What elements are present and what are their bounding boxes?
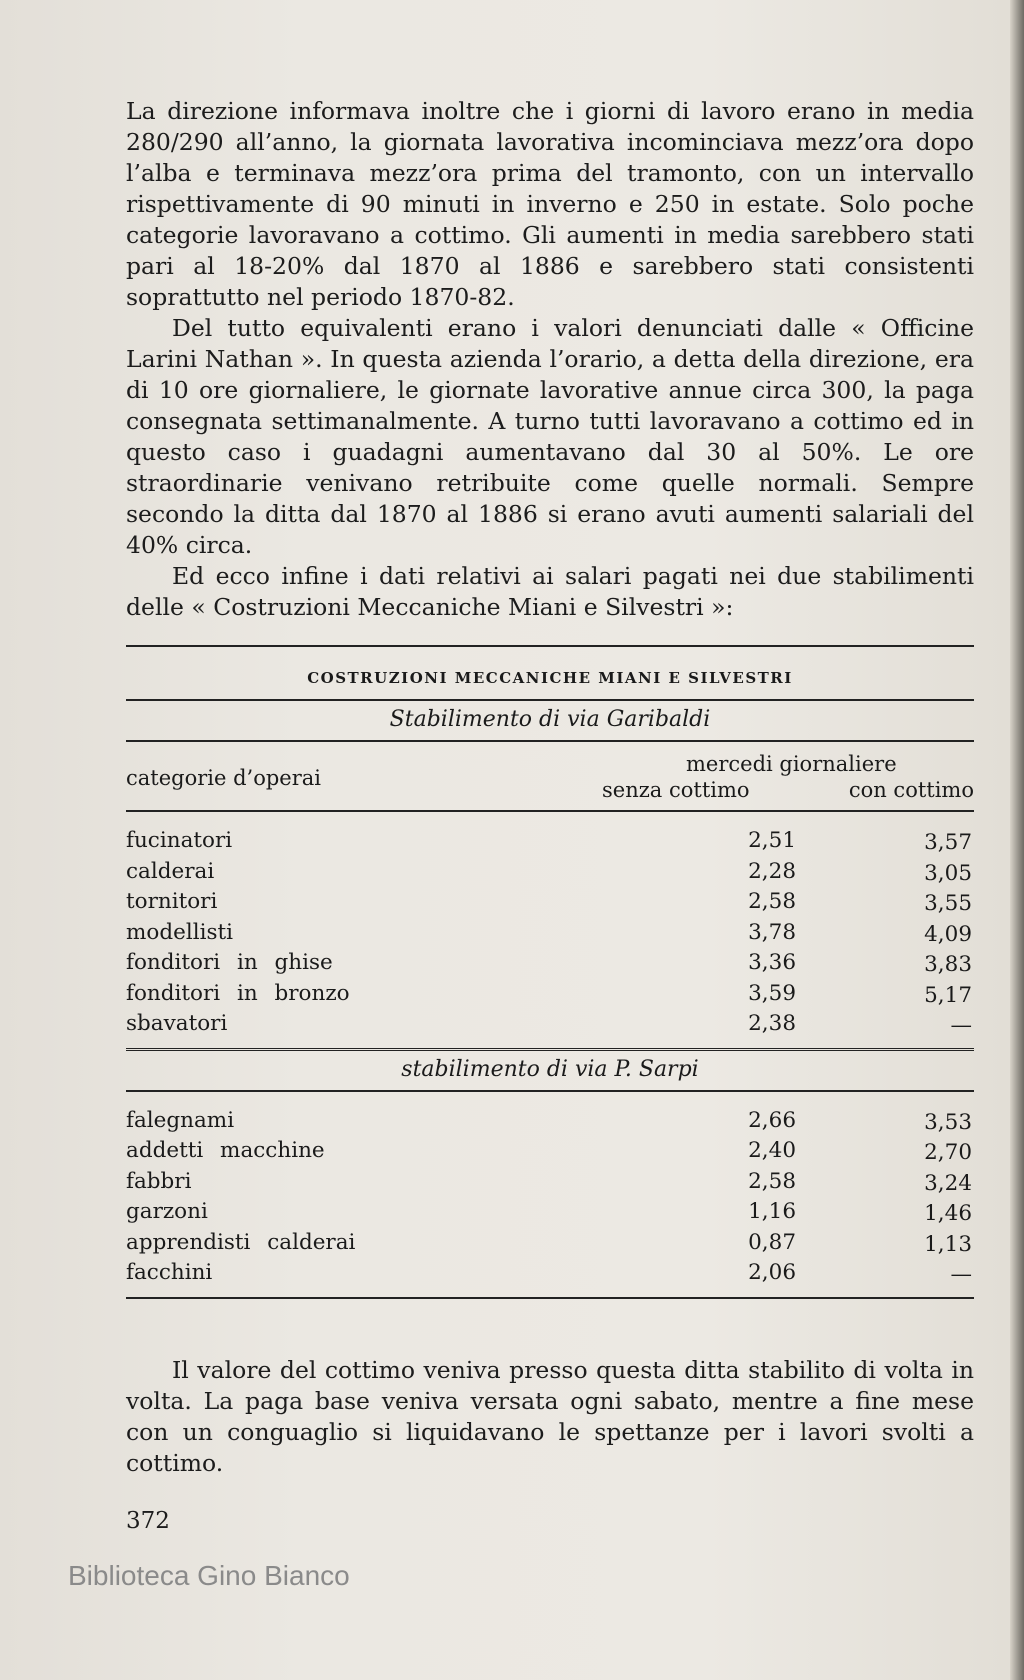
cell-con: 1,46 bbox=[924, 1201, 972, 1226]
cell-category: tornitori bbox=[126, 889, 218, 914]
paragraph-1: La direzione informava inoltre che i giorni di lavoro erano in media 280/290 all’anno, la giornata lavorativa incominciava mezz’ora dopo l’alba e terminava mezz’ora prima del tramonto, con un intervallo rispettivamente di 90 minuti in inverno e 250 in estate. Solo poche categorie lavoravano a cottimo. Gli aumenti in media sarebbero stati pari al 18-20% dal 1870 al 1886 e sarebbero stati consistenti soprattutto nel periodo 1870-82. bbox=[126, 97, 974, 311]
table-row bbox=[126, 1009, 974, 1040]
library-watermark: Biblioteca Gino Bianco bbox=[68, 1560, 350, 1591]
cell-category: apprendisti calderai bbox=[126, 1229, 356, 1255]
cell-category: facchini bbox=[126, 1260, 213, 1285]
cell-category: sbavatori bbox=[126, 1011, 228, 1036]
section-title-garibaldi: Stabilimento di via Garibaldi bbox=[389, 707, 711, 732]
cell-category: fonditori in bronzo bbox=[126, 980, 350, 1006]
header-senza-cottimo: senza cottimo bbox=[602, 778, 750, 802]
cell-category: calderai bbox=[126, 858, 215, 884]
table-row bbox=[126, 1136, 974, 1167]
cell-con: — bbox=[950, 1262, 972, 1287]
cell-category: garzoni bbox=[126, 1199, 208, 1224]
table-row bbox=[126, 1258, 974, 1289]
table-row bbox=[126, 826, 974, 857]
cell-con: 3,55 bbox=[924, 891, 972, 916]
cell-senza: 1,16 bbox=[748, 1199, 796, 1224]
cell-con: 5,17 bbox=[924, 982, 972, 1008]
cell-senza: 3,36 bbox=[748, 950, 796, 975]
table-bottom-rule bbox=[126, 1297, 974, 1299]
section-title-sarpi: stabilimento di via P. Sarpi bbox=[401, 1056, 699, 1082]
cell-category: fonditori in ghise bbox=[126, 950, 333, 975]
header-mercedi: mercedi giornaliere bbox=[686, 752, 897, 776]
table-row bbox=[126, 918, 974, 949]
cell-senza: 2,28 bbox=[748, 858, 796, 884]
header-con-cottimo: con cottimo bbox=[848, 778, 974, 802]
table-row bbox=[126, 887, 974, 918]
body-text-top bbox=[126, 96, 974, 623]
rows-garibaldi bbox=[126, 812, 974, 1048]
wage-table bbox=[126, 645, 974, 1299]
cell-senza: 2,58 bbox=[748, 1168, 796, 1194]
cell-senza: 3,78 bbox=[748, 919, 796, 945]
rows-sarpi bbox=[126, 1092, 974, 1297]
cell-con: 2,70 bbox=[924, 1140, 972, 1165]
cell-senza: 3,59 bbox=[748, 980, 796, 1006]
cell-senza: 0,87 bbox=[748, 1229, 796, 1255]
table-row bbox=[126, 1228, 974, 1259]
cell-con: 3,24 bbox=[924, 1170, 972, 1196]
table-row bbox=[126, 1106, 974, 1137]
table-header bbox=[126, 742, 974, 810]
paragraph-4: Il valore del cottimo veniva presso questa ditta stabilito di volta in volta. La paga base veniva versata ogni sabato, mentre a fine mese con un conguaglio si liquidavano le spettanze per i lavori svolti a cottimo. bbox=[126, 1356, 974, 1477]
table-row bbox=[126, 1167, 974, 1198]
table-row bbox=[126, 1197, 974, 1228]
cell-con: 3,05 bbox=[924, 860, 972, 886]
book-spine-edge bbox=[1010, 0, 1024, 1680]
cell-category: falegnami bbox=[126, 1107, 235, 1133]
cell-senza: 2,38 bbox=[748, 1011, 796, 1036]
cell-con: — bbox=[950, 1013, 972, 1038]
cell-category: fucinatori bbox=[126, 828, 233, 853]
header-category: categorie d’operai bbox=[126, 766, 321, 790]
cell-senza: 2,06 bbox=[748, 1260, 796, 1285]
cell-category: addetti macchine bbox=[126, 1138, 325, 1163]
cell-con: 3,53 bbox=[924, 1109, 972, 1135]
cell-category: fabbri bbox=[126, 1168, 192, 1194]
table-title: COSTRUZIONI MECCANICHE MIANI E SILVESTRI bbox=[307, 669, 793, 687]
table-row bbox=[126, 979, 974, 1010]
page-number: 372 bbox=[126, 1508, 170, 1534]
paragraph-2: Del tutto equivalenti erano i valori denunciati dalle « Officine Larini Nathan ». In questa azienda l’orario, a detta della direzione, era di 10 ore giornaliere, le giornate lavorative annue circa 300, la paga consegnata settimanalmente. A turno tutti lavoravano a cottimo ed in questo caso i guadagni aumentavano dal 30 al 50%. Le ore straordinarie venivano retribuite come quelle normali. Sempre secondo la ditta dal 1870 al 1886 si erano avuti aumenti salariali del 40% circa. bbox=[126, 314, 974, 559]
cell-senza: 2,40 bbox=[748, 1138, 796, 1163]
body-text-bottom bbox=[126, 1355, 974, 1479]
cell-senza: 2,51 bbox=[748, 828, 796, 853]
cell-con: 3,57 bbox=[924, 830, 972, 855]
cell-con: 4,09 bbox=[924, 921, 972, 947]
cell-con: 3,83 bbox=[924, 952, 972, 977]
cell-senza: 2,58 bbox=[748, 889, 796, 914]
cell-senza: 2,66 bbox=[748, 1107, 796, 1133]
cell-con: 1,13 bbox=[924, 1231, 972, 1257]
cell-category: modellisti bbox=[126, 919, 233, 945]
table-row bbox=[126, 948, 974, 979]
table-row bbox=[126, 857, 974, 888]
paragraph-3: Ed ecco infine i dati relativi ai salari pagati nei due stabilimenti delle « Costruzioni Meccaniche Miani e Silvestri »: bbox=[126, 562, 974, 621]
